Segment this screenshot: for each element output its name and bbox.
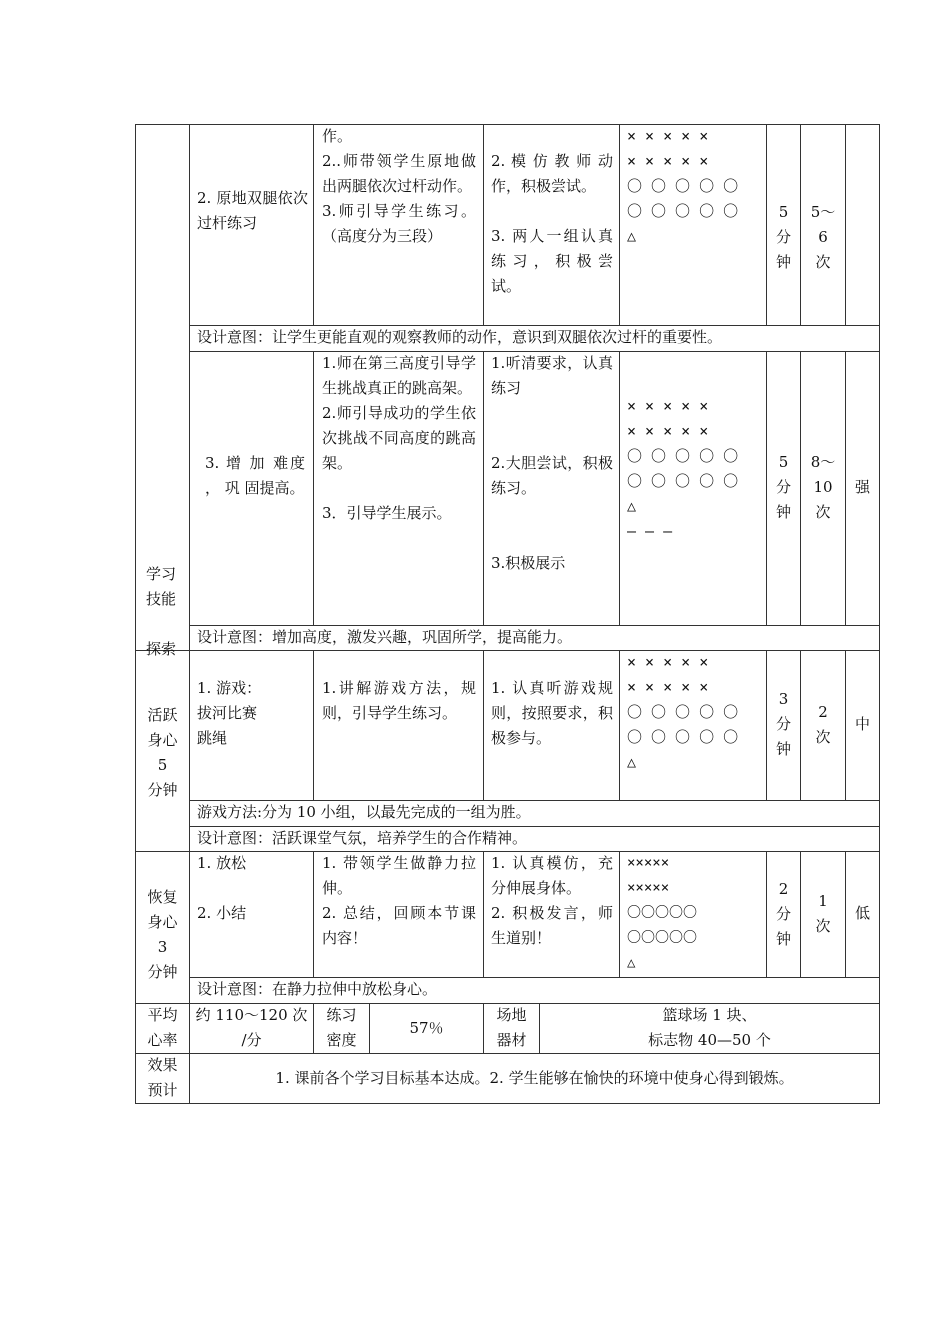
row4-time: 2 分 钟 [775, 880, 791, 948]
row1-student: 2. 模 仿 教 师 动作，积极尝试。 3. 两人一组认真练 习 ， 积 极 尝试。 [491, 152, 613, 295]
venue-value: 篮球场 1 块、 标志物 40—50 个 [648, 1006, 771, 1049]
row1-time: 5 分 钟 [775, 203, 791, 271]
row3-formation: × × × × × × × × × × 〇 〇 〇 〇 〇 〇 〇 〇 〇 〇 △ [627, 653, 739, 771]
row3-game-method: 游戏方法:分为 10 小组，以最先完成的一组为胜。 [197, 803, 531, 821]
row1-formation: × × × × × × × × × × 〇 〇 〇 〇 〇 〇 〇 〇 〇 〇 △ [627, 127, 739, 245]
row4-student: 1. 认真模仿，充分伸展身体。 2. 积极发言，师生道别！ [491, 854, 613, 947]
row2-design-note: 设计意图：增加高度，激发兴趣，巩固所学，提高能力。 [197, 628, 573, 646]
row4-content: 1. 放松 2. 小结 [197, 854, 247, 922]
section-label-learning: 学习 技能 探索 [146, 565, 177, 658]
row2-formation: × × × × × × × × × × 〇 〇 〇 〇 〇 〇 〇 〇 〇 〇 △ — — — [627, 397, 739, 540]
row4-count: 1 次 [815, 892, 831, 935]
row1-count: 5～ 6 次 [810, 203, 836, 271]
row3-student: 1. 认真听游戏规则，按照要求，积极参与。 [491, 679, 613, 747]
row3-design-note: 设计意图：活跃课堂气氛，培养学生的合作精神。 [197, 829, 528, 847]
section-label-active: 活跃 身心 5 分钟 [147, 706, 178, 799]
row4-intensity: 低 [854, 904, 870, 922]
row4-design-note: 设计意图：在静力拉伸中放松身心。 [197, 980, 438, 998]
density-label: 练习 密度 [326, 1006, 357, 1049]
row3-count: 2 次 [815, 703, 831, 746]
row2-student: 1.听清要求，认真练习 2.大胆尝试，积极练习。 3.积极展示 [491, 354, 613, 572]
row3-intensity: 中 [854, 715, 870, 733]
row1-design-note: 设计意图：让学生更能直观的观察教师的动作，意识到双腿依次过杆的重要性。 [197, 328, 723, 346]
row3-content: 1. 游戏： 拔河比赛 跳绳 [197, 679, 262, 747]
row2-count: 8～ 10 次 [810, 453, 836, 521]
row3-time: 3 分 钟 [775, 690, 791, 758]
row1-content: 2. 原地双腿依次过杆练习 [197, 189, 308, 232]
heart-rate-label: 平均 心率 [147, 1006, 178, 1049]
row2-content: 3. 增 加 难度 ， 巩 固提高。 [205, 454, 305, 497]
effect-value: 1. 课前各个学习目标基本达成。2. 学生能够在愉快的环境中使身心得到锻炼。 [275, 1069, 794, 1087]
heart-rate-value: 约 110～120 次 /分 [195, 1006, 308, 1049]
density-value: 57％ [409, 1019, 444, 1037]
row4-formation: ××××× ××××× 〇〇〇〇〇 〇〇〇〇〇 △ [627, 855, 697, 971]
section-label-recover: 恢复 身心 3 分钟 [147, 888, 178, 981]
row4-teacher: 1. 带领学生做静力拉伸。 2. 总结，回顾本节课内容！ [322, 854, 476, 947]
row2-time: 5 分 钟 [775, 453, 791, 521]
row1-teacher: 作。 2..师带领学生原地做出两腿依次过杆动作。 3.师引导学生练习。（高度分为三段） [322, 127, 476, 245]
row2-teacher: 1.师在第三高度引导学生挑战真正的跳高架。 2.师引导成功的学生依次挑战不同高度的跳高架。 3．引导学生展示。 [322, 354, 476, 522]
venue-label: 场地 器材 [496, 1006, 527, 1049]
row3-teacher: 1.讲解游戏方法，规则，引导学生练习。 [322, 679, 476, 722]
row2-intensity: 强 [854, 478, 870, 496]
effect-label: 效果 预计 [147, 1056, 178, 1099]
